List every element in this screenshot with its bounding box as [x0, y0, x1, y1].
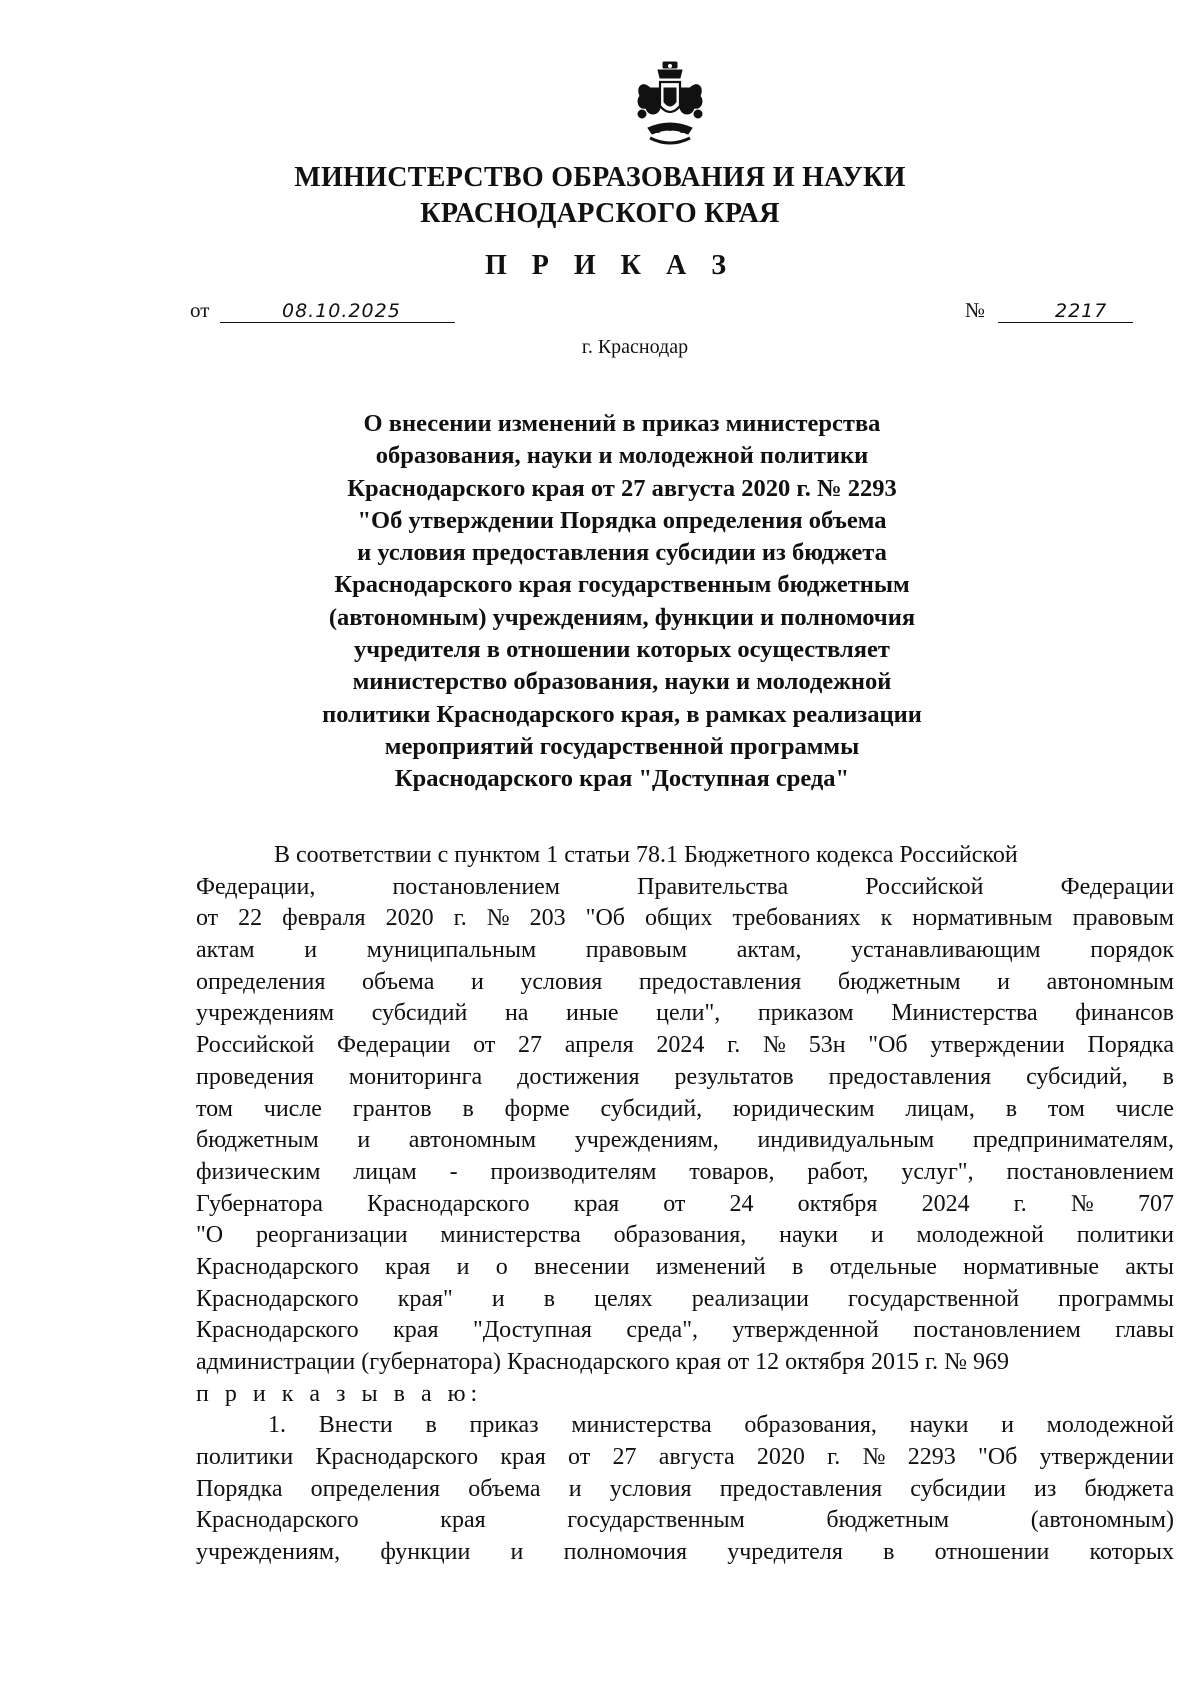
- handwritten-number: 2217: [1055, 300, 1108, 322]
- body-line: физическим лицам - производителям товаров, работ, услуг", постановлением: [196, 1158, 1174, 1185]
- body-line: Краснодарского края государственным бюджетным (автономным): [196, 1507, 1174, 1534]
- coat-of-arms-icon: [628, 58, 712, 150]
- ministry-name-line: КРАСНОДАРСКОГО КРАЯ: [420, 198, 780, 229]
- body-line: от 22 февраля 2020 г. № 203 "Об общих требованиях к нормативным правовым: [196, 905, 1174, 932]
- subject-line: "Об утверждении Порядка определения объема: [357, 506, 887, 534]
- body-line: Губернатора Краснодарского края от 24 октября 2024 г. № 707: [196, 1190, 1174, 1217]
- subject-line: Краснодарского края от 27 августа 2020 г. № 2293: [347, 474, 897, 502]
- city-line: г. Краснодар: [581, 336, 689, 358]
- body-line: политики Краснодарского края от 27 августа 2020 г. № 2293 "Об утверждении: [196, 1444, 1174, 1471]
- subject-line: мероприятий государственной программы: [384, 732, 860, 760]
- subject-line: учредителя в отношении которых осуществляет: [354, 636, 890, 664]
- subject-line: образования, науки и молодежной политики: [375, 442, 869, 470]
- body-line: Краснодарского края и о внесении изменений в отдельные нормативные акты: [196, 1253, 1174, 1280]
- body-line: бюджетным и автономным учреждениям, индивидуальным предпринимателям,: [196, 1127, 1174, 1154]
- body-line: Федерации, постановлением Правительства Российской Федерации: [196, 873, 1174, 900]
- subject-line: министерство образования, науки и молодежной: [352, 668, 892, 696]
- ministry-name-line: МИНИСТЕРСТВО ОБРАЗОВАНИЯ И НАУКИ: [294, 162, 906, 193]
- subject-line: О внесении изменений в приказ министерства: [363, 410, 881, 437]
- body-line: администрации (губернатора) Краснодарского края от 12 октября 2015 г. № 969: [196, 1349, 1009, 1375]
- order-body: [196, 840, 1174, 1569]
- body-line: учреждениям, функции и полномочия учредителя в отношении которых: [196, 1539, 1174, 1566]
- body-line: Краснодарского края" и в целях реализации государственной программы: [196, 1285, 1174, 1312]
- body-line: актам и муниципальным правовым актам, устанавливающим порядок: [196, 937, 1174, 964]
- body-line: учреждениям субсидий на иные цели", приказом Министерства финансов: [196, 1000, 1174, 1027]
- body-line: проведения мониторинга достижения результатов предоставления субсидий, в: [196, 1063, 1174, 1090]
- subject-line: Краснодарского края "Доступная среда": [394, 765, 850, 793]
- body-line: Российской Федерации от 27 апреля 2024 г. № 53н "Об утверждении Порядка: [196, 1032, 1174, 1059]
- document-type-heading: П Р И К А З: [485, 250, 735, 281]
- subject-line: и условия предоставления субсидии из бюджета: [357, 539, 887, 567]
- order-subject: [0, 408, 1200, 796]
- number-prefix: №: [965, 298, 986, 322]
- body-line: 1. Внести в приказ министерства образования, науки и молодежной: [268, 1412, 1174, 1439]
- body-line: п р и к а з ы в а ю:: [196, 1380, 483, 1407]
- body-line: В соответствии с пунктом 1 статьи 78.1 Бюджетного кодекса Российской: [274, 842, 1018, 868]
- date-prefix: от: [190, 298, 210, 322]
- subject-line: (автономным) учреждениям, функции и полномочия: [328, 603, 916, 631]
- body-line: Порядка определения объема и условия предоставления субсидии из бюджета: [196, 1475, 1174, 1502]
- subject-line: политики Краснодарского края, в рамках реализации: [322, 700, 922, 728]
- body-line: Краснодарского края "Доступная среда", утвержденной постановлением главы: [196, 1317, 1174, 1344]
- body-line: том числе грантов в форме субсидий, юридическим лицам, в том числе: [196, 1095, 1174, 1122]
- handwritten-date: 08.10.2025: [282, 300, 401, 322]
- body-line: "О реорганизации министерства образования, науки и молодежной политики: [196, 1222, 1174, 1249]
- subject-line: Краснодарского края государственным бюджетным: [334, 571, 910, 599]
- ministry-name: [0, 160, 1200, 232]
- body-line: определения объема и условия предоставления бюджетным и автономным: [196, 968, 1174, 995]
